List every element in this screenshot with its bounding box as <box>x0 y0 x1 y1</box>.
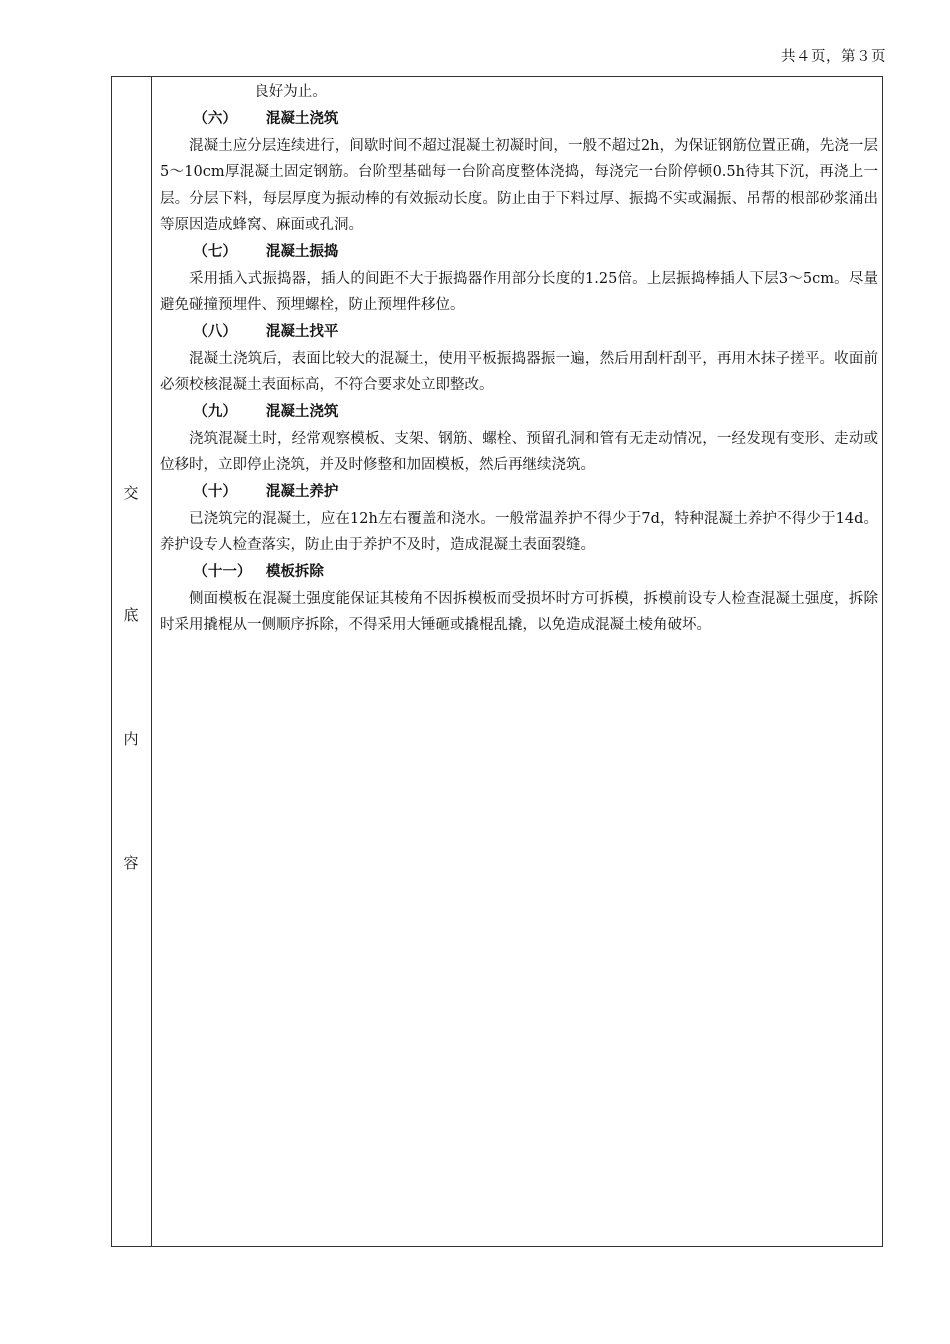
section-body: 混凝土浇筑后，表面比较大的混凝土，使用平板振捣器振一遍，然后用刮杆刮平，再用木抹子搓平。收面前必须校核混凝土表面标高，不符合要求处立即整改。 <box>160 350 878 393</box>
section-body: 采用插入式振捣器，插人的间距不大于振捣器作用部分长度的1.25倍。上层振捣棒插人下层3～5cm。尽量避免碰撞预埋件、预埋螺栓，防止预埋件移位。 <box>160 270 878 313</box>
section-heading <box>160 559 878 586</box>
section-body: 浇筑混凝土时，经常观察模板、支架、钢筋、螺栓、预留孔洞和管有无走动情况，一经发现有变形、走动或位移时，立即停止浇筑，并及时修整和加固模板，然后再继续浇筑。 <box>160 430 878 473</box>
section-title: 模板拆除 <box>265 563 324 580</box>
content-area <box>160 79 878 639</box>
intro-text: 良好为止。 <box>254 84 327 100</box>
section-heading <box>160 479 878 506</box>
section-title: 混凝土浇筑 <box>265 110 339 127</box>
section-heading <box>160 319 878 346</box>
section-number: （十一） <box>193 563 252 580</box>
section-heading <box>160 399 878 426</box>
section-number: （六） <box>193 110 237 127</box>
section-title: 混凝土找平 <box>265 323 339 340</box>
section-number: （十） <box>193 483 237 500</box>
section-number: （八） <box>193 323 237 340</box>
section-body: 已浇筑完的混凝土，应在12h左右覆盖和浇水。一般常温养护不得少于7d，特种混凝土养护不得少于14d。养护设专人检查落实，防止由于养护不及时，造成混凝土表面裂缝。 <box>160 510 878 553</box>
section-number: （七） <box>193 243 237 260</box>
section-number: （九） <box>193 403 237 420</box>
page-info: 共４页，第３页 <box>781 49 886 65</box>
section-title: 混凝土振捣 <box>265 243 339 260</box>
label-char-di: 底 <box>123 606 139 624</box>
section-body: 混凝土应分层连续进行，间歇时间不超过混凝土初凝时间，一般不超过2h，为保证钢筋位置正确，先浇一层5～10cm厚混凝土固定钢筋。台阶型基础每一台阶高度整体浇捣，每浇完一台阶停顿0.5h待其下沉，再浇上一层。分层下料，每层厚度为振动棒的有效振动长度。防止由于下料过厚、振捣不实或漏振、吊帮的根部砂浆涌出等原因造成蜂窝、麻面或孔洞。 <box>160 137 878 233</box>
section-title: 混凝土养护 <box>265 483 339 500</box>
section-body: 侧面模板在混凝土强度能保证其棱角不因拆模板而受损坏时方可拆模，拆模前设专人检查混凝土强度，拆除时采用撬棍从一侧顺序拆除，不得采用大锤砸或撬棍乱撬，以免造成混凝土棱角破坏。 <box>160 590 878 633</box>
section-heading <box>160 106 878 133</box>
section-title: 混凝土浇筑 <box>265 403 339 420</box>
label-char-nei: 内 <box>123 730 139 748</box>
label-char-rong: 容 <box>123 854 139 872</box>
section-heading <box>160 239 878 266</box>
label-char-jiao: 交 <box>123 484 139 502</box>
label-column <box>112 77 152 1246</box>
disclosure-table <box>111 76 883 1247</box>
